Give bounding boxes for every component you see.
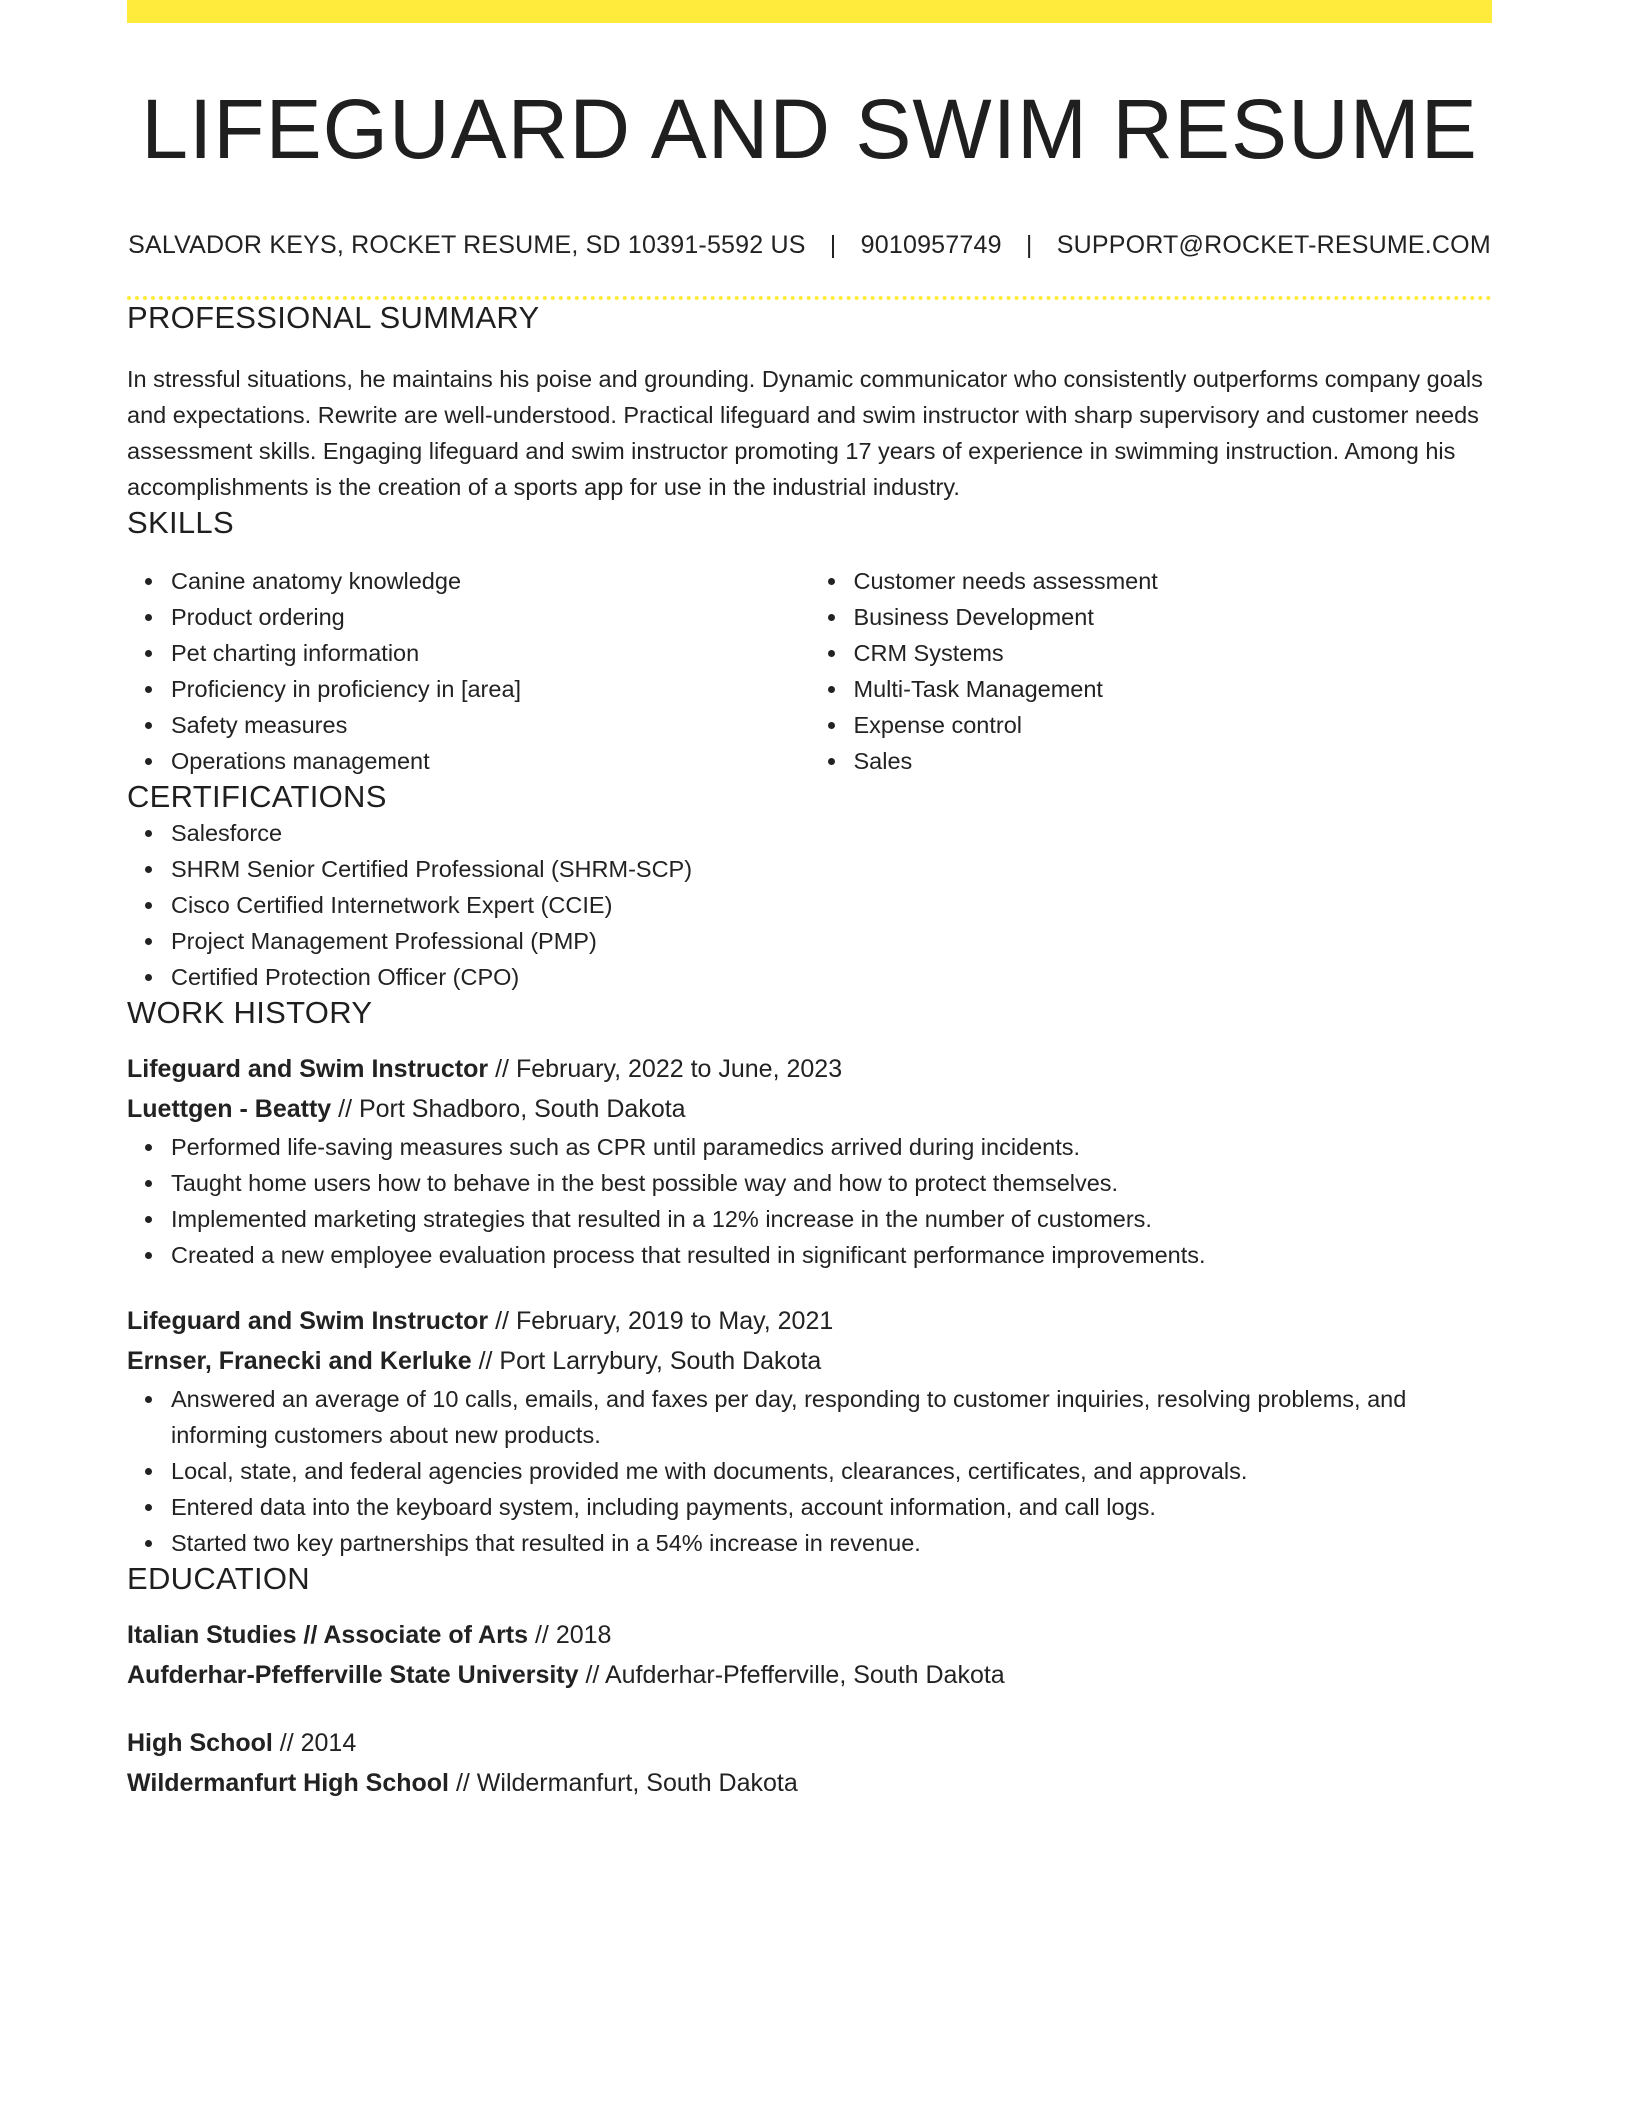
- job-company: Ernser, Franecki and Kerluke: [127, 1347, 472, 1376]
- skill-item: CRM Systems: [854, 635, 1493, 671]
- job-bullet: Performed life-saving measures such as CPR until paramedics arrived during incidents.: [171, 1129, 1492, 1165]
- skill-item: Safety measures: [171, 707, 810, 743]
- certification-item: Certified Protection Officer (CPO): [171, 959, 1492, 995]
- education-degree: High School: [127, 1729, 273, 1758]
- work-history-heading: WORK HISTORY: [127, 995, 373, 1031]
- job-company-line: [127, 1089, 1492, 1129]
- education-school: Wildermanfurt High School: [127, 1769, 449, 1798]
- certifications-list: [127, 815, 1492, 995]
- job-title: Lifeguard and Swim Instructor: [127, 1055, 489, 1084]
- education-year: // 2014: [279, 1729, 357, 1758]
- skill-item: Operations management: [171, 743, 810, 779]
- education-school-line: [127, 1763, 1492, 1803]
- job-location: // Port Larrybury, South Dakota: [478, 1347, 822, 1376]
- skill-item: Multi-Task Management: [854, 671, 1493, 707]
- certification-item: SHRM Senior Certified Professional (SHRM-SCP): [171, 851, 1492, 887]
- contact-phone: 9010957749: [860, 231, 1002, 260]
- contact-separator: |: [829, 231, 837, 260]
- skill-item: Customer needs assessment: [854, 563, 1493, 599]
- job-entry: [127, 1049, 1492, 1273]
- education-school: Aufderhar-Pfefferville State University: [127, 1661, 579, 1690]
- certifications-heading: CERTIFICATIONS: [127, 779, 387, 815]
- job-dates: // February, 2022 to June, 2023: [495, 1055, 843, 1084]
- top-accent-bar: [127, 0, 1492, 23]
- education-heading: EDUCATION: [127, 1561, 310, 1597]
- job-location: // Port Shadboro, South Dakota: [338, 1095, 686, 1124]
- job-bullet-list: [127, 1129, 1492, 1273]
- skill-item: Expense control: [854, 707, 1493, 743]
- certification-item: Project Management Professional (PMP): [171, 923, 1492, 959]
- job-bullet: Entered data into the keyboard system, including payments, account information, and call logs.: [171, 1489, 1492, 1525]
- summary-text: In stressful situations, he maintains his poise and grounding. Dynamic communicator who consistently outperforms company goals and expectations. Rewrite are well-understood. Practical lifeguard and swim instructor with sharp supervisory and customer needs assessment skills. Engaging lifeguard and swim instructor promoting 17 years of experience in swimming instruction. Among his accomplishments is the creation of a sports app for use in the industrial industry.: [127, 366, 1483, 501]
- education-location: // Aufderhar-Pfefferville, South Dakota: [585, 1661, 1005, 1690]
- contact-email: SUPPORT@ROCKET-RESUME.COM: [1056, 231, 1491, 260]
- skill-item: Product ordering: [171, 599, 810, 635]
- job-title: Lifeguard and Swim Instructor: [127, 1307, 489, 1336]
- job-title-line: [127, 1049, 1492, 1089]
- skills-heading: SKILLS: [127, 505, 234, 541]
- job-bullet: Local, state, and federal agencies provided me with documents, clearances, certificates, and approvals.: [171, 1453, 1492, 1489]
- resume-title: LIFEGUARD AND SWIM RESUME: [141, 82, 1478, 176]
- job-company: Luettgen - Beatty: [127, 1095, 332, 1124]
- education-entry: [127, 1615, 1492, 1695]
- education-location: // Wildermanfurt, South Dakota: [455, 1769, 798, 1798]
- job-bullet: Answered an average of 10 calls, emails, and faxes per day, responding to customer inquiries, resolving problems, and informing customers about new products.: [171, 1381, 1492, 1453]
- skill-item: Proficiency in proficiency in [area]: [171, 671, 810, 707]
- skill-item: Sales: [854, 743, 1493, 779]
- job-bullet-list: [127, 1381, 1492, 1561]
- job-company-line: [127, 1341, 1492, 1381]
- summary-heading: PROFESSIONAL SUMMARY: [127, 300, 540, 336]
- job-entry: [127, 1301, 1492, 1561]
- education-school-line: [127, 1655, 1492, 1695]
- skill-item: Canine anatomy knowledge: [171, 563, 810, 599]
- job-bullet: Taught home users how to behave in the best possible way and how to protect themselves.: [171, 1165, 1492, 1201]
- education-entry: [127, 1723, 1492, 1803]
- job-bullet: Started two key partnerships that resulted in a 54% increase in revenue.: [171, 1525, 1492, 1561]
- skills-right-column: [810, 563, 1493, 779]
- education-degree-line: [127, 1615, 1492, 1655]
- job-dates: // February, 2019 to May, 2021: [495, 1307, 834, 1336]
- skills-left-column: [127, 563, 810, 779]
- job-title-line: [127, 1301, 1492, 1341]
- contact-line: [127, 231, 1492, 260]
- skills-list: [127, 563, 1492, 779]
- education-degree-line: [127, 1723, 1492, 1763]
- job-bullet: Created a new employee evaluation process that resulted in significant performance improvements.: [171, 1237, 1492, 1273]
- contact-separator: |: [1025, 231, 1033, 260]
- education-degree: Italian Studies // Associate of Arts: [127, 1621, 529, 1650]
- skill-item: Business Development: [854, 599, 1493, 635]
- certification-item: Salesforce: [171, 815, 1492, 851]
- education-year: // 2018: [534, 1621, 612, 1650]
- skill-item: Pet charting information: [171, 635, 810, 671]
- contact-address: SALVADOR KEYS, ROCKET RESUME, SD 10391-5592 US: [128, 231, 806, 260]
- resume-page: [127, 0, 1492, 1803]
- certification-item: Cisco Certified Internetwork Expert (CCIE): [171, 887, 1492, 923]
- job-bullet: Implemented marketing strategies that resulted in a 12% increase in the number of customers.: [171, 1201, 1492, 1237]
